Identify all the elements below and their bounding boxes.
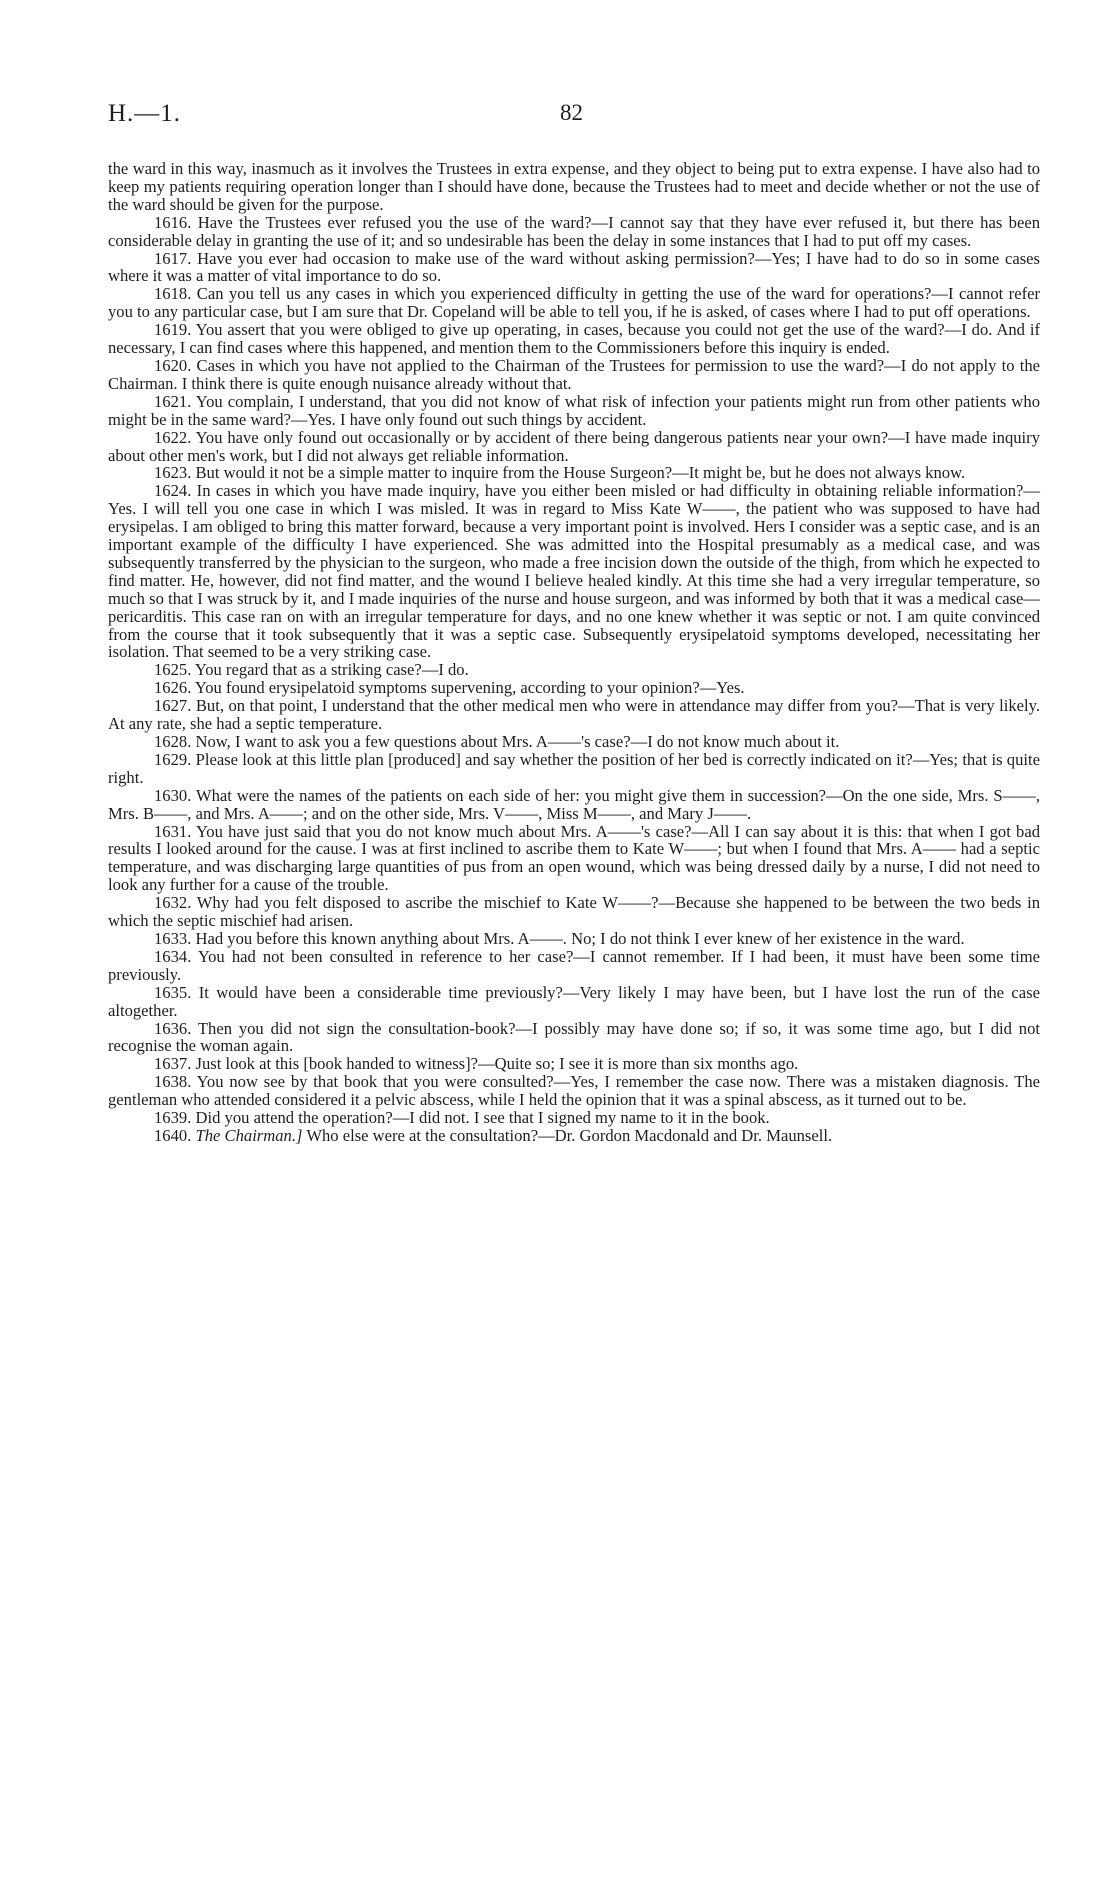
question-1628: 1628. Now, I want to ask you a few questions about Mrs. A——'s case?—I do not know much about it. — [154, 732, 840, 751]
paragraph-continuation: the ward in this way, inasmuch as it involves the Trustees in extra expense, and they object to being put to extra expense. I have also had to keep my patients requiring operation longer than I should have done, because the Trustees had to meet and decide whether or not the use of the ward should be given for the purpose. — [108, 159, 1040, 214]
question-1630: 1630. What were the names of the patients on each side of her: you might give them in succession?—On the one side, Mrs. S——, Mrs. B——, and Mrs. A——; and on the other side, Mrs. V——, Miss M——, and Mary J——. — [108, 785, 1040, 823]
question-1626: 1626. You found erysipelatoid symptoms supervening, according to your opinion?—Yes. — [154, 678, 745, 698]
question-1629: 1629. Please look at this little plan [produced] and say whether the position of her bed is correctly indicated on it?—Yes; that is quite right. — [108, 749, 1040, 787]
page-number: 82 — [560, 100, 583, 125]
question-1637: 1637. Just look at this [book handed to witness]?—Quite so; I see it is more than six months ago. — [154, 1054, 799, 1074]
question-1616: 1616. Have the Trustees ever refused you the use of the ward?—I cannot say that they have ever refused it, but there has been considerable delay in granting the use of it; and so undesirable has been the delay in some instances that I had to put off my cases. — [108, 212, 1040, 250]
question-1635: 1635. It would have been a considerable time previously?—Very likely I may have been, but I have lost the run of the case altogether. — [108, 982, 1040, 1020]
question-1619: 1619. You assert that you were obliged to give up operating, in cases, because you could not get the use of the ward?—I do. And if necessary, I can find cases where this happened, and mention them to the Commissioners before this inquiry is ended. — [108, 320, 1040, 358]
question-1620: 1620. Cases in which you have not applied to the Chairman of the Trustees for permission to use the ward?—I do not apply to the Chairman. I think there is quite enough nuisance already without that. — [108, 355, 1040, 393]
question-1631: 1631. You have just said that you do not know much about Mrs. A——'s case?—All I can say about it is this: that when I got bad results I looked around for the cause. I was at first inclined to ascribe them to Kate W——; but when I found that Mrs. A—— had a septic temperature, and was discharging large quantities of pus from an open wound, which was being dressed daily by a nurse, I did not need to look any further for a cause of the trouble. — [108, 821, 1040, 895]
question-1624: 1624. In cases in which you have made inquiry, have you either been misled or had difficulty in obtaining reliable information?—Yes. I will tell you one case in which I was misled. It was in regard to Miss Kate W——, the patient who was supposed to have had erysipelas. I am obliged to bring this matter forward, because a very important point is involved. Hers I consider was a septic case, and is an important example of the difficulty I have experienced. She was admitted into the Hospital presumably as a medical case, and was subsequently transferred by the physician to the surgeon, who made a free incision down the outside of the thigh, from which he expected to find matter. He, however, did not find matter, and the wound I believe healed kindly. At this time she had a very irregular temperature, so much so that I was struck by it, and I made inquiries of the nurse and house surgeon, and was informed by both that it was a medical case—pericarditis. This case ran on with an irregular temperature for days, and no one knew whether it was septic or not. I am quite convinced from the course that it took subsequently that it was a septic case. Subsequently erysipelatoid symptoms developed, necessitating her isolation. That seemed to be a very striking case. — [108, 481, 1040, 662]
question-1639: 1639. Did you attend the operation?—I did not. I see that I signed my name to it in the book. — [154, 1108, 770, 1128]
speaker-label: The Chairman.] — [195, 1125, 303, 1145]
document-id: H.—1. — [108, 100, 182, 127]
question-number: 1640. — [154, 1125, 192, 1145]
question-1623: 1623. But would it not be a simple matter to inquire from the House Surgeon?—It might be, but he does not always know. — [154, 463, 966, 483]
question-1638: 1638. You now see by that book that you were consulted?—Yes, I remember the case now. There was a mistaken diagnosis. The gentleman who attended considered it a pelvic abscess, while I held the opinion that it was a spinal abscess, as it turned out to be. — [108, 1072, 1040, 1110]
question-1617: 1617. Have you ever had occasion to make use of the ward without asking permission?—Yes; I have had to do so in some cases where it was a matter of vital importance to do so. — [108, 248, 1040, 286]
page-header — [108, 100, 1040, 136]
question-1627: 1627. But, on that point, I understand that the other medical men who were in attendance may differ from you?—That is very likely. At any rate, she had a septic temperature. — [108, 696, 1040, 734]
question-text: Who else were at the consultation?—Dr. Gordon Macdonald and Dr. Maunsell. — [306, 1125, 833, 1145]
body-text — [108, 160, 1040, 1145]
question-1625: 1625. You regard that as a striking case?—I do. — [154, 660, 469, 680]
question-1634: 1634. You had not been consulted in reference to her case?—I cannot remember. If I had been, it must have been some time previously. — [108, 946, 1040, 984]
question-1636: 1636. Then you did not sign the consultation-book?—I possibly may have done so; if so, it was some time ago, but I did not recognise the woman again. — [108, 1018, 1040, 1056]
question-1640 — [108, 1127, 1040, 1145]
question-1622: 1622. You have only found out occasionally or by accident of there being dangerous patients near your own?—I have made inquiry about other men's work, but I did not always get reliable information. — [108, 427, 1040, 465]
question-1633: 1633. Had you before this known anything about Mrs. A——. No; I do not think I ever knew of her existence in the ward. — [154, 928, 965, 948]
question-1618: 1618. Can you tell us any cases in which you experienced difficulty in getting the use of the ward for operations?—I cannot refer you to any particular case, but I am sure that Dr. Copeland will be able to tell you, if he is asked, of cases where I had to put off operations. — [108, 284, 1040, 322]
question-1621: 1621. You complain, I understand, that you did not know of what risk of infection your patients might run from other patients who might be in the same ward?—Yes. I have only found out such things by accident. — [108, 391, 1040, 429]
question-1632: 1632. Why had you felt disposed to ascribe the mischief to Kate W——?—Because she happened to be between the two beds in which the septic mischief had arisen. — [108, 893, 1040, 931]
